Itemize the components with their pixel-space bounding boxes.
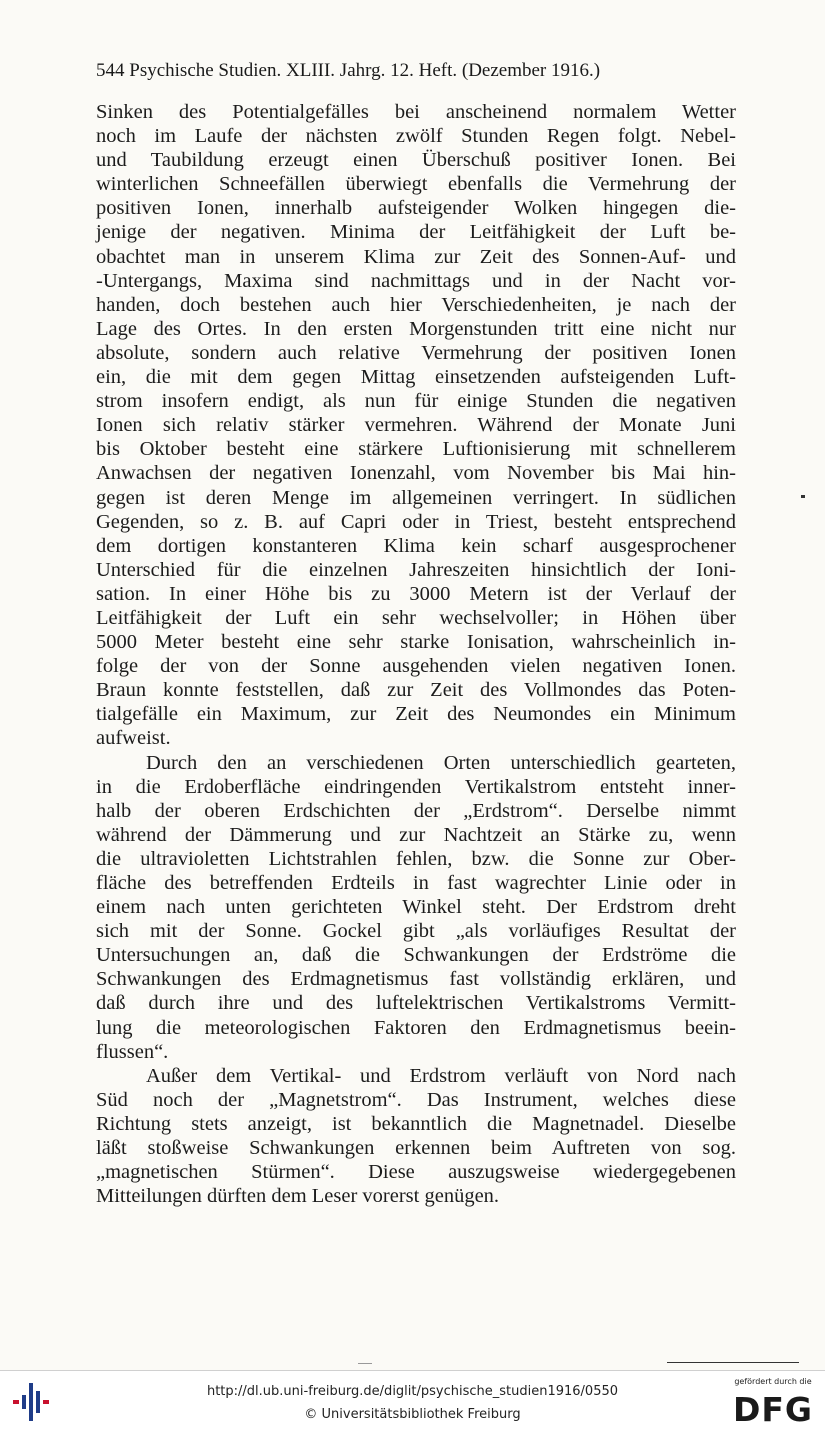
text-line: gegen ist deren Menge im allgemeinen verringert. In südlichen (96, 486, 736, 509)
paragraph-start-line: Außer dem Vertikal- und Erdstrom verläuft von Nord nach (146, 1064, 736, 1087)
text-line: noch im Laufe der nächsten zwölf Stunden Regen folgt. Nebel- (96, 125, 736, 148)
copyright-notice: © Universitätsbibliothek Freiburg (304, 1407, 521, 1422)
text-line: jenige der negativen. Minima der Leitfähigkeit der Luft be- (96, 221, 736, 244)
text-line: folge der von der Sonne ausgehenden vielen negativen Ionen. (96, 655, 736, 678)
text-line: positiven Ionen, innerhalb aufsteigender Wolken hingegen die- (96, 197, 736, 220)
running-head: 544 Psychische Studien. XLIII. Jahrg. 12. Heft. (Dezember 1916.) (96, 60, 601, 81)
text-line: daß durch ihre und des luftelektrischen Vertikalstroms Vermitt- (96, 992, 736, 1015)
dfg-logo-text: DFG (732, 1391, 814, 1425)
text-line: strom insofern endigt, als nun für einige Stunden die negativen (96, 390, 736, 413)
text-line: während der Dämmerung und zur Nachtzeit an Stärke zu, wenn (96, 823, 736, 846)
logo-bar (43, 1400, 49, 1404)
body-text (96, 100, 736, 1208)
text-line: -Untergangs, Maxima sind nachmittags und in der Nacht vor- (96, 269, 736, 292)
text-line: Gegenden, so z. B. auf Capri oder in Triest, besteht entsprechend (96, 510, 736, 533)
text-line: Anwachsen der negativen Ionenzahl, vom November bis Mai hin- (96, 462, 736, 485)
text-line: Leitfähigkeit der Luft ein sehr wechselvoller; in Höhen über (96, 606, 736, 629)
dfg-caption: gefördert durch die (734, 1377, 812, 1386)
text-line: Braun konnte feststellen, daß zur Zeit des Vollmondes das Poten- (96, 679, 736, 702)
text-line: Schwankungen des Erdmagnetismus fast vollständig erklären, und (96, 968, 736, 991)
text-line: handen, doch bestehen auch hier Verschiedenheiten, je nach der (96, 293, 736, 316)
logo-bar (13, 1400, 19, 1404)
text-line: die ultravioletten Lichtstrahlen fehlen, bzw. die Sonne zur Ober- (96, 847, 736, 870)
dfg-funding-block[interactable] (727, 1377, 819, 1427)
text-line: sich mit der Sonne. Gockel gibt „als vorläufiges Resultat der (96, 920, 736, 943)
document-url-link[interactable]: http://dl.ub.uni-freiburg.de/diglit/psychische_studien1916/0550 (206, 1384, 619, 1399)
text-line: ein, die mit dem gegen Mittag einsetzenden aufsteigenden Luft- (96, 366, 736, 389)
text-line: halb der oberen Erdschichten der „Erdstrom“. Derselbe nimmt (96, 799, 736, 822)
paragraph-start-line: Durch den an verschiedenen Orten unterschiedlich gearteten, (146, 751, 736, 774)
text-line: läßt stoßweise Schwankungen erkennen beim Auftreten von sog. (96, 1137, 736, 1160)
text-line: absolute, sondern auch relative Vermehrung der positiven Ionen (96, 341, 736, 364)
text-line: Sinken des Potentialgefälles bei anscheinend normalem Wetter (96, 101, 736, 123)
text-line: Unterschied für die einzelnen Jahreszeiten hinsichtlich der Ioni- (96, 558, 736, 581)
paragraph-end-line: Mitteilungen dürften dem Leser vorerst genügen. (96, 1185, 500, 1208)
text-line: in die Erdoberfläche eindringenden Vertikalstrom entsteht inner- (96, 775, 736, 798)
text-line: bis Oktober besteht eine stärkere Luftionisierung mit schnellerem (96, 438, 736, 461)
text-line: obachtet man in unserem Klima zur Zeit des Sonnen-Auf- und (96, 245, 736, 268)
text-line: und Taubildung erzeugt einen Überschuß positiver Ionen. Bei (96, 149, 736, 172)
text-line: tialgefälle ein Maximum, zur Zeit des Neumondes ein Minimum (96, 703, 736, 726)
dfg-logo-icon (729, 1391, 817, 1425)
footer-bar (0, 1370, 825, 1431)
text-line: Süd noch der „Magnetstrom“. Das Instrument, welches diese (96, 1088, 736, 1111)
margin-mark (801, 495, 805, 498)
text-line: einem nach unten gerichteten Winkel steht. Der Erdstrom dreht (96, 896, 736, 919)
paragraph-end-line: flussen“. (96, 1040, 169, 1063)
page-bottom-rule (667, 1362, 799, 1363)
text-line: Lage des Ortes. In den ersten Morgenstunden tritt eine nicht nur (96, 317, 736, 340)
text-line: Ionen sich relativ stärker vermehren. Während der Monate Juni (96, 414, 736, 437)
page-mark-dash (358, 1363, 372, 1364)
text-line: „magnetischen Stürmen“. Diese auszugsweise wiedergegebenen (96, 1161, 736, 1184)
text-line: Untersuchungen an, daß die Schwankungen der Erdströme die (96, 944, 736, 967)
text-line: sation. In einer Höhe bis zu 3000 Metern ist der Verlauf der (96, 582, 736, 605)
text-line: dem dortigen konstanteren Klima kein scharf ausgesprochener (96, 534, 736, 557)
text-line: Richtung stets anzeigt, ist bekanntlich die Magnetnadel. Dieselbe (96, 1112, 736, 1135)
text-line: lung die meteorologischen Faktoren den Erdmagnetismus beein- (96, 1016, 736, 1039)
text-line: fläche des betreffenden Erdteils in fast wagrechter Linie oder in (96, 872, 736, 894)
paragraph-end-line: aufweist. (96, 727, 171, 750)
text-line: winterlichen Schneefällen überwiegt ebenfalls die Vermehrung der (96, 173, 736, 196)
text-line: 5000 Meter besteht eine sehr starke Ionisation, wahrscheinlich in- (96, 631, 736, 654)
